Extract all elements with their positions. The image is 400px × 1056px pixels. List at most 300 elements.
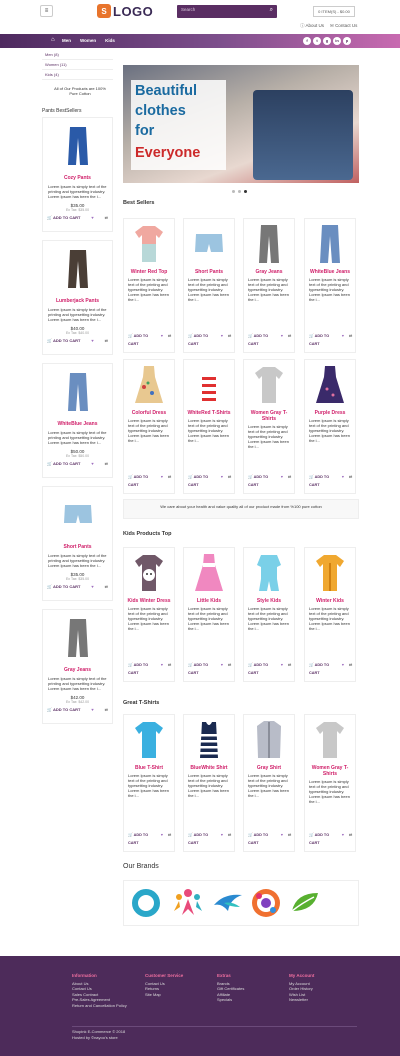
add-to-cart-label-2: CART xyxy=(188,342,199,346)
product-image[interactable] xyxy=(124,548,174,598)
add-to-cart-label-2: CART xyxy=(248,342,259,346)
guarantee-text: All of Our Products are 100% Pure Cotton xyxy=(54,86,106,96)
compare-icon[interactable]: ⇄ xyxy=(348,334,352,338)
product-card[interactable] xyxy=(243,714,295,852)
product-image[interactable] xyxy=(124,219,174,269)
wishlist-heart-icon[interactable]: ♥ xyxy=(280,663,283,667)
product-name[interactable]: Gray Shirt xyxy=(256,765,282,771)
compare-icon[interactable]: ⇄ xyxy=(167,334,171,338)
footer-link[interactable]: Site Map xyxy=(145,991,161,997)
shorts-icon xyxy=(192,222,226,266)
product-description: Lorem Ipsum is simply text of the printing and typesetting industry. Lorem Ipsum has been the i... xyxy=(48,676,107,691)
footer-link[interactable]: Sales Contract xyxy=(72,991,99,997)
footer-link[interactable]: Pre-Sales Agreement xyxy=(72,997,111,1002)
product-image[interactable] xyxy=(184,715,234,765)
hero-banner[interactable] xyxy=(123,65,359,183)
product-name[interactable]: Women Gray T-Shirts xyxy=(311,765,349,777)
product-image[interactable] xyxy=(244,715,294,765)
product-name[interactable]: Kids Winter Dress xyxy=(127,598,171,604)
sidebar-product-card[interactable] xyxy=(42,609,113,724)
product-card[interactable] xyxy=(304,218,356,353)
kid-pink-icon xyxy=(192,551,226,595)
wishlist-heart-icon[interactable]: ♥ xyxy=(160,334,163,338)
add-to-cart-label: ADD TO xyxy=(253,334,269,338)
product-name[interactable]: Colorful Dress xyxy=(131,410,167,416)
product-card[interactable] xyxy=(123,714,175,852)
product-description: Lorem Ipsum is simply text of the printing and typesetting industry. Lorem Ipsum has been the i... xyxy=(48,430,107,445)
product-image[interactable] xyxy=(244,219,294,269)
product-actions xyxy=(184,829,234,849)
add-to-cart-label: ADD TO xyxy=(193,475,209,479)
footer-link[interactable]: My Account xyxy=(289,980,310,986)
add-to-cart-button[interactable]: 🛒 ADD TO CART xyxy=(309,833,330,845)
product-image[interactable] xyxy=(124,360,174,410)
compare-icon[interactable]: ⇄ xyxy=(167,663,171,667)
product-ex-tax: Ex Tax: $35.00 xyxy=(65,577,90,581)
wishlist-heart-icon[interactable]: ♥ xyxy=(160,475,163,479)
product-description: Lorem Ipsum is simply text of the printing and typesetting industry. Lorem Ipsum has been the i... xyxy=(248,277,289,302)
product-image[interactable] xyxy=(184,219,234,269)
product-actions xyxy=(244,829,294,849)
product-description: Lorem Ipsum is simply text of the printing and typesetting industry. Lorem Ipsum has been the i... xyxy=(309,606,350,631)
add-to-cart-button[interactable]: 🛒 ADD TO CART xyxy=(188,475,209,487)
compare-icon[interactable]: ⇄ xyxy=(287,833,291,837)
footer-heading: Customer Service xyxy=(145,973,184,978)
wishlist-heart-icon[interactable]: ♥ xyxy=(280,475,283,479)
footer-heading: My Account xyxy=(289,973,315,978)
wishlist-heart-icon[interactable]: ♥ xyxy=(341,663,344,667)
add-to-cart-label: ADD TO xyxy=(314,833,330,837)
product-image[interactable] xyxy=(43,364,112,419)
product-image[interactable] xyxy=(305,219,355,269)
add-to-cart-label: ADD TO xyxy=(133,833,149,837)
product-card[interactable] xyxy=(304,547,356,682)
wishlist-heart-icon[interactable]: ♥ xyxy=(341,334,344,338)
footer-link[interactable]: Return and Cancellation Policy xyxy=(72,1002,127,1008)
product-image[interactable] xyxy=(184,360,234,410)
wishlist-heart-icon[interactable]: ♥ xyxy=(91,338,94,343)
tshirt-blue-icon xyxy=(132,718,166,762)
product-ex-tax: Ex Tax: $35.00 xyxy=(65,208,90,212)
product-actions xyxy=(244,471,294,491)
product-image[interactable] xyxy=(124,715,174,765)
add-to-cart-label: ADD TO CART xyxy=(52,584,81,589)
add-to-cart-button[interactable]: 🛒 ADD TO CART xyxy=(188,334,209,346)
product-card[interactable] xyxy=(183,714,235,852)
footer-link[interactable]: Affiliate xyxy=(217,991,231,997)
about-link[interactable]: ⓘ About Us xyxy=(300,23,325,28)
wishlist-heart-icon[interactable]: ♥ xyxy=(220,475,223,479)
sidebar-product-card[interactable] xyxy=(42,486,113,601)
product-name[interactable]: Blue T-Shirt xyxy=(134,765,164,771)
product-actions xyxy=(305,659,355,679)
product-actions xyxy=(244,330,294,350)
product-image[interactable] xyxy=(244,548,294,598)
product-image[interactable] xyxy=(43,118,112,173)
product-description: Lorem Ipsum is simply text of the printing and typesetting industry. Lorem Ipsum has been the i... xyxy=(188,606,229,631)
product-description: Lorem Ipsum is simply text of the printing and typesetting industry. Lorem Ipsum has been the i... xyxy=(128,606,169,631)
best-sellers-title: Best Sellers xyxy=(123,200,155,206)
product-price: $42.00 xyxy=(70,695,85,700)
social-links xyxy=(303,37,351,45)
compare-icon[interactable]: ⇄ xyxy=(227,833,231,837)
product-name[interactable]: Winter Kids xyxy=(316,598,344,604)
product-description: Lorem Ipsum is simply text of the printing and typesetting industry. Lorem Ipsum has been the i... xyxy=(128,773,169,798)
google-icon[interactable]: g xyxy=(323,37,331,45)
product-description: Lorem Ipsum is simply text of the printing and typesetting industry. Lorem Ipsum has been the i... xyxy=(48,553,107,568)
product-description: Lorem Ipsum is simply text of the printing and typesetting industry. Lorem Ipsum has been the i... xyxy=(128,277,169,302)
banner-line-1: Beautiful xyxy=(135,83,198,99)
add-to-cart-button[interactable]: 🛒 ADD TO CART xyxy=(128,663,149,675)
product-image[interactable] xyxy=(244,360,294,410)
footer xyxy=(0,956,400,1056)
product-card[interactable] xyxy=(243,218,295,353)
wishlist-heart-icon[interactable]: ♥ xyxy=(91,461,94,466)
carousel-dots xyxy=(232,190,247,193)
footer-divider xyxy=(72,1026,357,1027)
compare-icon[interactable]: ⇄ xyxy=(227,663,231,667)
footer-col-extras xyxy=(217,973,244,1003)
add-to-cart-label-2: CART xyxy=(128,671,139,675)
info-banner: We care about your health and value quality all of our product made from %100 pure cotton xyxy=(123,499,359,519)
add-to-cart-label: ADD TO xyxy=(193,334,209,338)
add-to-cart-label-2: CART xyxy=(188,841,199,845)
top-header xyxy=(0,0,400,34)
search-icon[interactable]: ⌕ xyxy=(269,7,273,13)
logo-text: LOGO xyxy=(113,3,154,19)
sidebar-product-card[interactable] xyxy=(42,240,113,355)
facebook-icon[interactable]: f xyxy=(303,37,311,45)
brands-title: Our Brands xyxy=(123,863,159,870)
product-name[interactable]: Gray Jeans xyxy=(255,269,283,275)
category-women[interactable]: Women (11) xyxy=(42,60,113,70)
product-image[interactable] xyxy=(305,715,355,765)
product-name[interactable]: Little Kids xyxy=(196,598,222,604)
add-to-cart-label-2: CART xyxy=(309,841,320,845)
product-name[interactable]: BlueWhite Shirt xyxy=(190,765,228,771)
wishlist-heart-icon[interactable]: ♥ xyxy=(91,584,94,589)
product-description: Lorem Ipsum is simply text of the printing and typesetting industry. Lorem Ipsum has been the i... xyxy=(188,277,229,302)
product-description: Lorem Ipsum is simply text of the printing and typesetting industry. Lorem Ipsum has been the i... xyxy=(309,779,350,804)
wishlist-heart-icon[interactable]: ♥ xyxy=(280,334,283,338)
product-image[interactable] xyxy=(184,548,234,598)
product-image[interactable] xyxy=(305,548,355,598)
jeans-light-icon xyxy=(61,370,95,414)
product-ex-tax: Ex Tax: $40.00 xyxy=(65,331,90,335)
add-to-cart-label-2: CART xyxy=(248,483,259,487)
add-to-cart-button[interactable]: 🛒 ADD TO CART xyxy=(248,475,269,487)
footer-link[interactable]: Newsletter xyxy=(289,997,308,1002)
product-name[interactable]: Short Pants xyxy=(63,544,92,550)
product-card[interactable] xyxy=(123,359,175,494)
product-price: $35.00 xyxy=(70,203,85,208)
category-kids[interactable]: Kids (4) xyxy=(42,70,113,80)
compare-icon[interactable]: ⇄ xyxy=(287,334,291,338)
add-to-cart-label-2: CART xyxy=(309,671,320,675)
cart-button[interactable]: 0 ITEM(S) - $0.00 xyxy=(313,6,355,17)
search-input[interactable] xyxy=(177,5,277,18)
dress-colorful-icon xyxy=(132,363,166,407)
nav-item-women[interactable]: Women xyxy=(80,38,97,43)
wishlist-heart-icon[interactable]: ♥ xyxy=(280,833,283,837)
linkedin-icon[interactable]: in xyxy=(333,37,341,45)
footer-col-customer-service xyxy=(145,973,183,997)
banner-jeans-image xyxy=(253,90,353,180)
footer-link[interactable]: Brands xyxy=(217,980,230,986)
carousel-dot[interactable] xyxy=(232,190,235,193)
footer-heading: Information xyxy=(72,973,97,978)
compare-icon[interactable]: ⇄ xyxy=(104,461,108,466)
product-actions xyxy=(184,471,234,491)
product-name[interactable]: Purple Dress xyxy=(314,410,346,416)
brand-logo-bird-icon[interactable] xyxy=(210,885,246,921)
product-name[interactable]: Lumberjack Pants xyxy=(55,298,100,304)
add-to-cart-label-2: CART xyxy=(248,671,259,675)
carousel-dot-active[interactable] xyxy=(244,190,247,193)
footer-link[interactable]: Specials xyxy=(217,997,233,1002)
compare-icon[interactable]: ⇄ xyxy=(104,215,108,220)
add-to-cart-label: ADD TO xyxy=(133,663,149,667)
product-card[interactable] xyxy=(243,547,295,682)
product-actions xyxy=(124,829,174,849)
add-to-cart-button[interactable]: 🛒 ADD TO CART xyxy=(188,663,209,675)
compare-icon[interactable]: ⇄ xyxy=(104,584,108,589)
great-tshirts-title: Great T-Shirts xyxy=(123,700,160,706)
add-to-cart-label-2: CART xyxy=(188,483,199,487)
footer-col-my-account xyxy=(289,973,314,1003)
wishlist-heart-icon[interactable]: ♥ xyxy=(341,475,344,479)
logo[interactable] xyxy=(97,3,153,19)
add-to-cart-label-2: CART xyxy=(309,342,320,346)
product-card[interactable] xyxy=(183,547,235,682)
product-card[interactable] xyxy=(123,218,175,353)
compare-icon[interactable]: ⇄ xyxy=(287,663,291,667)
sidebar-product-card[interactable] xyxy=(42,363,113,478)
add-to-cart-label: ADD TO xyxy=(253,663,269,667)
footer-link[interactable]: Contact Us xyxy=(145,980,165,986)
compare-icon[interactable]: ⇄ xyxy=(227,475,231,479)
product-description: Lorem Ipsum is simply text of the printing and typesetting industry. Lorem Ipsum has been the i... xyxy=(309,418,350,443)
product-name[interactable]: Style Kids xyxy=(256,598,282,604)
product-actions xyxy=(43,704,112,715)
product-name[interactable]: Women Gray T-Shirts xyxy=(250,410,288,422)
product-actions xyxy=(124,330,174,350)
tank-stripe-icon xyxy=(192,718,226,762)
footer-link[interactable]: Order History xyxy=(289,986,313,991)
tshirt-stripe-red-icon xyxy=(192,363,226,407)
product-price: $35.00 xyxy=(70,572,85,577)
product-card[interactable] xyxy=(123,547,175,682)
copyright-text: Shopink E-Commerce © 2018 xyxy=(72,1029,126,1034)
add-to-cart-button[interactable]: 🛒 ADD TO CART xyxy=(248,334,269,346)
footer-link[interactable]: Contact Us xyxy=(72,986,92,991)
product-image[interactable] xyxy=(43,610,112,665)
add-to-cart-button[interactable]: 🛒 ADD TO CART xyxy=(47,461,81,466)
add-to-cart-button[interactable]: 🛒 ADD TO CART xyxy=(309,475,330,487)
main-nav xyxy=(0,34,400,48)
add-to-cart-button[interactable]: 🛒 ADD TO CART xyxy=(47,707,81,712)
add-to-cart-label: ADD TO CART xyxy=(52,707,81,712)
product-description: Lorem Ipsum is simply text of the printing and typesetting industry. Lorem Ipsum has been the i... xyxy=(128,418,169,443)
product-name[interactable]: Cozy Pants xyxy=(64,175,91,181)
footer-heading: Extras xyxy=(217,973,231,978)
jeans-gray-icon xyxy=(252,222,286,266)
category-list xyxy=(42,50,113,80)
sidebar-title: Pants BestSellers xyxy=(42,108,82,114)
pants-dark-icon xyxy=(61,247,95,291)
product-actions xyxy=(305,330,355,350)
banner-line-4: Everyone xyxy=(135,145,201,161)
add-to-cart-label-2: CART xyxy=(248,841,259,845)
product-card[interactable] xyxy=(183,218,235,353)
product-card[interactable] xyxy=(304,714,356,852)
dress-purple-icon xyxy=(313,363,347,407)
kid-coat-icon xyxy=(313,551,347,595)
shorts-icon xyxy=(61,493,95,537)
compare-icon[interactable]: ⇄ xyxy=(104,338,108,343)
product-actions xyxy=(305,471,355,491)
wishlist-heart-icon[interactable]: ♥ xyxy=(220,663,223,667)
product-name[interactable]: WhiteBlue Jeans xyxy=(309,269,350,275)
add-to-cart-button[interactable]: 🛒 ADD TO CART xyxy=(128,475,149,487)
product-description: Lorem Ipsum is simply text of the printing and typesetting industry. Lorem Ipsum has been the i... xyxy=(309,277,350,302)
brand-logo-ring-icon[interactable] xyxy=(128,885,164,921)
footer-link[interactable]: Gift Certificates xyxy=(217,986,245,991)
footer-link[interactable]: Wish List xyxy=(289,991,306,997)
product-actions xyxy=(184,659,234,679)
add-to-cart-button[interactable]: 🛒 ADD TO CART xyxy=(47,584,81,589)
product-actions xyxy=(43,458,112,469)
add-to-cart-button[interactable]: 🛒 ADD TO CART xyxy=(47,215,81,220)
sidebar-product-card[interactable] xyxy=(42,117,113,232)
product-description: Lorem Ipsum is simply text of the printing and typesetting industry. Lorem Ipsum has been the i... xyxy=(248,606,289,631)
product-name[interactable]: WhiteRed T-Shirts xyxy=(187,410,231,416)
product-actions xyxy=(43,335,112,346)
add-to-cart-label-2: CART xyxy=(309,483,320,487)
wishlist-heart-icon[interactable]: ♥ xyxy=(220,334,223,338)
add-to-cart-label: ADD TO CART xyxy=(52,215,81,220)
product-name[interactable]: Winter Red Top xyxy=(130,269,168,275)
kids-products-title: Kids Products Top xyxy=(123,531,172,537)
kid-bear-icon xyxy=(132,551,166,595)
add-to-cart-button[interactable]: 🛒 ADD TO CART xyxy=(128,334,149,346)
kid-romper-icon xyxy=(252,551,286,595)
product-actions xyxy=(124,659,174,679)
compare-icon[interactable]: ⇄ xyxy=(167,475,171,479)
brand-logo-people-icon[interactable] xyxy=(170,885,206,921)
product-image[interactable] xyxy=(43,487,112,542)
compare-icon[interactable]: ⇄ xyxy=(287,475,291,479)
wishlist-heart-icon[interactable]: ♥ xyxy=(220,833,223,837)
shirt-gray-icon xyxy=(252,718,286,762)
product-image[interactable] xyxy=(43,241,112,296)
brand-logo-circle-people-icon[interactable] xyxy=(248,885,284,921)
product-ex-tax: Ex Tax: $42.00 xyxy=(65,700,90,704)
product-card[interactable] xyxy=(243,359,295,494)
add-to-cart-button[interactable]: 🛒 ADD TO CART xyxy=(188,833,209,845)
jeans-gray-icon xyxy=(61,616,95,660)
product-image[interactable] xyxy=(305,360,355,410)
category-men[interactable]: Men (8) xyxy=(42,50,113,60)
wishlist-heart-icon[interactable]: ♥ xyxy=(341,833,344,837)
twitter-icon[interactable]: t xyxy=(313,37,321,45)
wishlist-heart-icon[interactable]: ♥ xyxy=(91,707,94,712)
nav-item-kids[interactable]: Kids xyxy=(105,38,115,43)
add-to-cart-label: ADD TO xyxy=(314,663,330,667)
wishlist-heart-icon[interactable]: ♥ xyxy=(160,663,163,667)
compare-icon[interactable]: ⇄ xyxy=(348,663,352,667)
product-name[interactable]: Gray Jeans xyxy=(64,667,91,673)
product-description: Lorem Ipsum is simply text of the printing and typesetting industry. Lorem Ipsum has been the i... xyxy=(48,184,107,199)
wishlist-heart-icon[interactable]: ♥ xyxy=(160,833,163,837)
sweater-red-icon xyxy=(132,222,166,266)
footer-link[interactable]: Returns xyxy=(145,986,160,991)
add-to-cart-label-2: CART xyxy=(128,841,139,845)
product-description: Lorem Ipsum is simply text of the printing and typesetting industry. Lorem Ipsum has been the i... xyxy=(188,418,229,443)
menu-icon[interactable]: ≡ xyxy=(40,5,53,17)
product-name[interactable]: Short Pants xyxy=(194,269,224,275)
product-card[interactable] xyxy=(183,359,235,494)
product-actions xyxy=(184,330,234,350)
product-description: Lorem Ipsum is simply text of the printing and typesetting industry. Lorem Ipsum has been the i... xyxy=(48,307,107,322)
product-description: Lorem Ipsum is simply text of the printing and typesetting industry. Lorem Ipsum has been the i... xyxy=(188,773,229,798)
jeans-light-icon xyxy=(313,222,347,266)
product-actions xyxy=(124,471,174,491)
add-to-cart-button[interactable]: 🛒 ADD TO CART xyxy=(47,338,81,343)
add-to-cart-button[interactable]: 🛒 ADD TO CART xyxy=(309,663,330,675)
home-icon[interactable]: ⌂ xyxy=(51,37,55,43)
add-to-cart-label: ADD TO xyxy=(193,833,209,837)
product-price: $50.00 xyxy=(70,449,85,454)
add-to-cart-button[interactable]: 🛒 ADD TO CART xyxy=(248,663,269,675)
logo-mark-icon: S xyxy=(97,4,111,18)
product-ex-tax: Ex Tax: $50.00 xyxy=(65,454,90,458)
pinterest-icon[interactable]: p xyxy=(343,37,351,45)
compare-icon[interactable]: ⇄ xyxy=(227,334,231,338)
banner-line-3: for xyxy=(135,123,155,139)
add-to-cart-label: ADD TO xyxy=(133,334,149,338)
contact-link[interactable]: ✉ Contact Us xyxy=(330,23,358,28)
hosted-text: Hosted by ©nayoo's store xyxy=(72,1035,118,1040)
wishlist-heart-icon[interactable]: ♥ xyxy=(91,215,94,220)
carousel-dot[interactable] xyxy=(238,190,241,193)
add-to-cart-label: ADD TO xyxy=(314,334,330,338)
add-to-cart-button[interactable]: 🛒 ADD TO CART xyxy=(128,833,149,845)
add-to-cart-label-2: CART xyxy=(128,483,139,487)
footer-col-information xyxy=(72,973,127,1008)
add-to-cart-label-2: CART xyxy=(128,342,139,346)
product-name[interactable]: WhiteBlue Jeans xyxy=(57,421,98,427)
product-card[interactable] xyxy=(304,359,356,494)
nav-item-men[interactable]: Men xyxy=(62,38,71,43)
product-price: $40.00 xyxy=(70,326,85,331)
jeans-blue-icon xyxy=(61,124,95,168)
compare-icon[interactable]: ⇄ xyxy=(348,475,352,479)
add-to-cart-button[interactable]: 🛒 ADD TO CART xyxy=(248,833,269,845)
compare-icon[interactable]: ⇄ xyxy=(167,833,171,837)
add-to-cart-button[interactable]: 🛒 ADD TO CART xyxy=(309,334,330,346)
top-gray-icon xyxy=(252,363,286,407)
add-to-cart-label: ADD TO CART xyxy=(52,338,81,343)
compare-icon[interactable]: ⇄ xyxy=(348,833,352,837)
product-actions xyxy=(244,659,294,679)
product-description: Lorem Ipsum is simply text of the printing and typesetting industry. Lorem Ipsum has been the i... xyxy=(248,424,289,449)
brand-logo-leaf-icon[interactable] xyxy=(286,885,322,921)
footer-link[interactable]: About Us xyxy=(72,980,89,986)
add-to-cart-label: ADD TO xyxy=(133,475,149,479)
compare-icon[interactable]: ⇄ xyxy=(104,707,108,712)
product-actions xyxy=(305,829,355,849)
